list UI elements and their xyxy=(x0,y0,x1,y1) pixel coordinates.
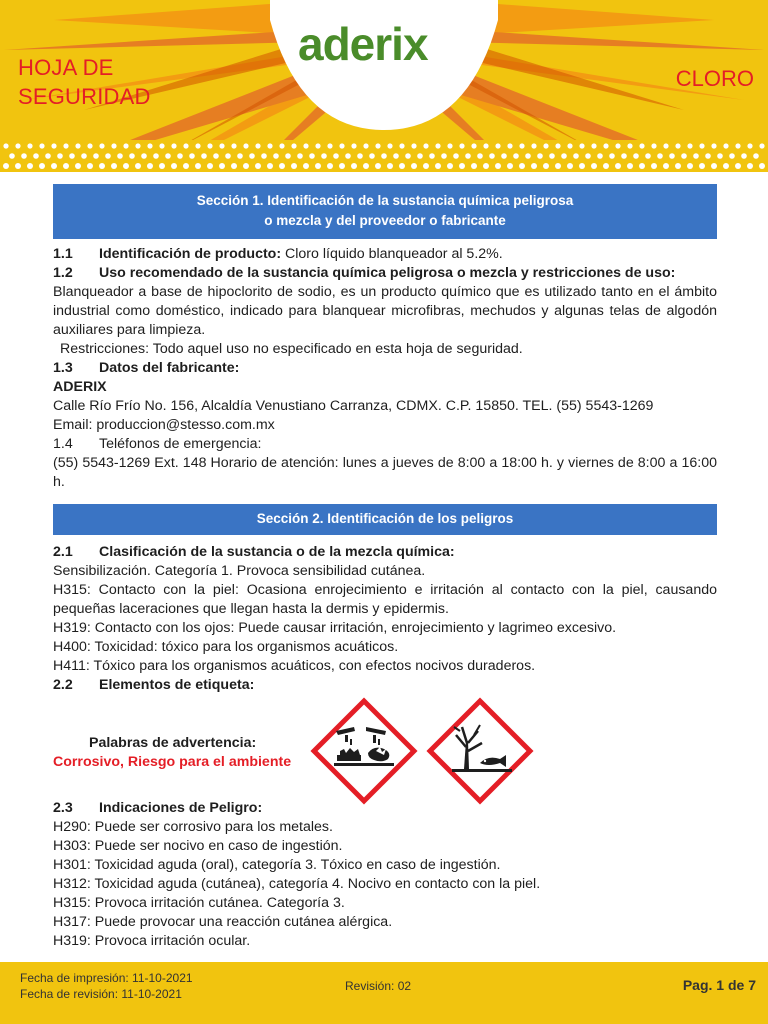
emergency-phones-text: (55) 5543-1269 Ext. 148 Horario de atención: lunes a jueves de 8:00 a 18:00 h. y viernes de 8:00 a 16:00 h. xyxy=(53,455,717,490)
classification-item: H400: Toxicidad: tóxico para los organismos acuáticos. xyxy=(53,639,399,655)
item-number: 2.2 xyxy=(53,677,73,693)
recommended-use-text: Blanqueador a base de hipoclorito de sodio, es un producto químico que es utilizado tanto en el ámbito industrial como doméstico, indicado para blanquear microfibras, mechudos y algunas telas de algodón auxiliares para limpieza. xyxy=(53,284,717,338)
classification-item: H411: Tóxico para los organismos acuáticos, con efectos nocivos duraderos. xyxy=(53,658,536,674)
item-number: 1.1 xyxy=(53,246,73,262)
hazard-statement: H319: Provoca irritación ocular. xyxy=(53,933,251,949)
footer-dates xyxy=(20,970,193,1002)
company-email: Email: produccion@stesso.com.mx xyxy=(53,417,275,433)
page-header xyxy=(0,0,768,178)
item-label: Indicaciones de Peligro: xyxy=(99,800,263,816)
item-1-3 xyxy=(53,359,717,378)
item-number: 1.4 xyxy=(53,436,73,452)
item-label: Elementos de etiqueta: xyxy=(99,677,255,693)
item-number: 1.3 xyxy=(53,360,73,376)
document-body xyxy=(53,184,717,951)
item-1-4 xyxy=(53,435,717,454)
item-2-2 xyxy=(53,676,717,695)
item-2-1 xyxy=(53,543,717,562)
section2-header xyxy=(53,504,717,535)
section1-title-line1: Sección 1. Identificación de la sustancia química peligrosa xyxy=(196,193,574,208)
brand-logo xyxy=(298,18,473,70)
item-value: Cloro líquido blanqueador al 5.2%. xyxy=(281,246,503,262)
item-label: Identificación de producto: xyxy=(99,246,282,262)
warning-words-value: Corrosivo, Riesgo para el ambiente xyxy=(53,754,292,770)
item-label: Datos del fabricante: xyxy=(99,360,240,376)
page-number: Pag. 1 de 7 xyxy=(682,977,756,993)
item-1-2 xyxy=(53,264,717,283)
restrictions-text: Restricciones: Todo aquel uso no especificado en esta hoja de seguridad. xyxy=(60,341,523,357)
item-label: Uso recomendado de la sustancia química peligrosa o mezcla y restricciones de uso: xyxy=(99,265,676,281)
item-1-1 xyxy=(53,245,717,264)
company-address: Calle Río Frío No. 156, Alcaldía Venustiano Carranza, CDMX. C.P. 15850. TEL. (55) 5543-1269 xyxy=(53,398,654,414)
hazard-statement: H312: Toxicidad aguda (cutánea), categoría 4. Nocivo en contacto con la piel. xyxy=(53,876,541,892)
item-number: 2.3 xyxy=(53,800,73,816)
print-date: Fecha de impresión: 11-10-2021 xyxy=(20,971,193,985)
item-label: Clasificación de la sustancia o de la mezcla química: xyxy=(99,544,455,560)
section2-title: Sección 2. Identificación de los peligros xyxy=(256,511,514,526)
revision-number: Revisión: 02 xyxy=(345,979,412,993)
company-name: ADERIX xyxy=(53,379,107,395)
revision-date: Fecha de revisión: 11-10-2021 xyxy=(20,987,182,1001)
classification-item: H315: Contacto con la piel: Ocasiona enrojecimiento e irritación al contacto con la piel, causando pequeñas laceraciones que llegan hasta la dermis y epidermis. xyxy=(53,582,717,617)
page-footer xyxy=(0,962,768,1024)
product-name: CLORO xyxy=(675,66,754,91)
document-title xyxy=(18,53,151,111)
hazard-statement: H301: Toxicidad aguda (oral), categoría 3. Tóxico en caso de ingestión. xyxy=(53,857,501,873)
hazard-statement: H317: Puede provocar una reacción cutánea alérgica. xyxy=(53,914,393,930)
warning-words-label: Palabras de advertencia: xyxy=(89,735,257,751)
hazard-statement: H315: Provoca irritación cutánea. Categoría 3. xyxy=(53,895,345,911)
item-number: 2.1 xyxy=(53,544,73,560)
item-number: 1.2 xyxy=(53,265,73,281)
document-title-line2: SEGURIDAD xyxy=(18,84,151,109)
document-title-line1: HOJA DE xyxy=(18,55,114,80)
classification-item: Sensibilización. Categoría 1. Provoca sensibilidad cutánea. xyxy=(53,563,426,579)
hazard-statement: H290: Puede ser corrosivo para los metales. xyxy=(53,819,333,835)
label-elements xyxy=(53,697,717,799)
item-label: Teléfonos de emergencia: xyxy=(99,436,262,452)
classification-item: H319: Contacto con los ojos: Puede causar irritación, enrojecimiento y lagrimeo excesivo. xyxy=(53,620,617,636)
hazard-statement: H303: Puede ser nocivo en caso de ingestión. xyxy=(53,838,343,854)
section1-header xyxy=(53,184,717,239)
environment-pictogram-icon xyxy=(426,697,534,805)
brand-logo-text: aderix xyxy=(298,18,428,70)
section1-title-line2: o mezcla y del proveedor o fabricante xyxy=(264,213,506,228)
corrosive-pictogram-icon xyxy=(310,697,418,805)
